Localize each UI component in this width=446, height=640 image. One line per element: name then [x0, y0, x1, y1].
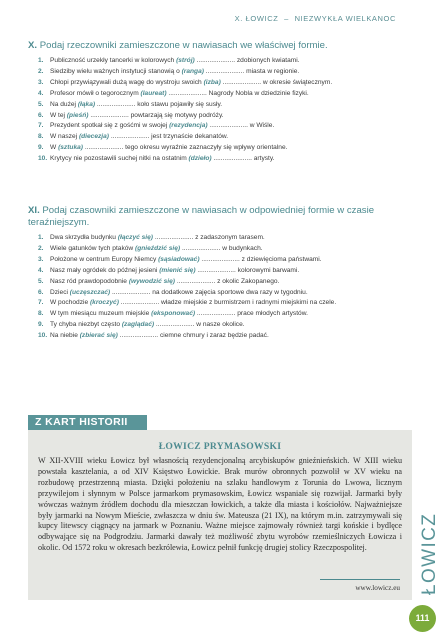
exercise-item [38, 244, 408, 255]
item-number: 2. [38, 244, 44, 252]
exercise-xi-label: XI. [28, 205, 40, 216]
header-separator: – [284, 14, 289, 23]
item-text-before: W tej [50, 111, 67, 119]
item-text-before: Siedziby wielu ważnych instytucji stanowią o [50, 67, 182, 75]
item-hint: (ranga) [181, 67, 204, 75]
item-text-before: Na dużej [50, 100, 78, 108]
item-text-before: Nasz ród prawdopodobnie [50, 277, 129, 285]
item-hint: (rezydencja) [169, 122, 208, 130]
exercise-item [38, 100, 408, 111]
item-text-after: ..................... jest trzynaście dekanatów. [109, 133, 229, 141]
url-divider [320, 579, 400, 580]
item-number: 2. [38, 67, 44, 75]
item-text-before: W [50, 144, 59, 152]
exercise-item [38, 154, 408, 165]
item-number: 9. [38, 144, 44, 152]
item-text-after: ..................... z zadaszonym tarasem. [153, 234, 265, 241]
exercise-item [38, 89, 408, 100]
item-number: 7. [38, 299, 44, 307]
exercise-item [38, 78, 408, 89]
history-text: W XII-XVIII wieku Łowicz był własnością rezydencjonalną arcybiskupów gnieźnieńskich. W XIII wieku powstała kasztelania, a od XIV Księstwo Łowickie. Brak murów obronnych pozwolił w XV wieku na rozbudowę przestrzenną miasta. Dzięki położeniu na szlaku handlowym z Torunia do Lwowa, licznym przywilejom i słynnym w Polsce jarmarkom prymasowskim, Łowicz wspaniale się rozwijał. Jarmarki były wówczas ważnym źródłem dochodu dla mieszczan łowickich, a także dla miasta i kościołów. Najważniejsze były jarmarki na Nowym Mieście, zwłaszcza w dniu św. Mateusza (21 IX), na którym m.in. zatrzymywali się kupcy litewscy ciągnący na jarmark w Poznaniu. Ważne miejsce zajmowały również targi końskie i bydlęce odbywające się na Podgrodziu. Jarmarki dawały też możliwość zbytu wyrobów rzemieślniczych Łowicza i okolic. Od 1572 roku w okresach bezkrólewia, Łowicz pełnił funkcję drugiej stolicy Rzeczpospolitej. [38, 456, 402, 553]
item-number: 10. [38, 155, 48, 163]
item-hint: (sztuka) [58, 144, 83, 152]
item-text-before: Prezydent spotkał się z gośćmi w swojej [50, 122, 170, 130]
item-hint: (kroczyć) [89, 299, 119, 307]
item-text-after: ..................... Nagrody Nobla w dziedzinie fizyki. [166, 89, 309, 97]
running-head [235, 14, 396, 23]
item-text-before: Położone w centrum Europy Niemcy [50, 255, 159, 263]
side-title-text: ŁOWICZ [419, 512, 440, 595]
item-hint: (wywodzić się) [128, 277, 175, 285]
item-text-after: ..................... miasta w regionie. [203, 67, 300, 75]
item-number: 7. [38, 122, 44, 130]
item-text-after: ..................... w nasze okolice. [154, 321, 245, 329]
exercise-x [28, 40, 408, 165]
item-hint: (eksponować) [151, 310, 196, 318]
exercise-item [38, 277, 408, 288]
item-text-before: Chłopi przywiązywali dużą wagę do wystroju swoich [50, 78, 204, 86]
exercise-item [38, 67, 408, 78]
item-number: 3. [38, 255, 44, 263]
exercise-item [38, 255, 408, 266]
item-number: 9. [38, 321, 44, 329]
item-text-before: Publiczność urzekły tancerki w kolorowych [50, 57, 177, 64]
chapter-code: X. ŁOWICZ [234, 14, 279, 23]
item-text-after: ..................... tego okresu wyraźnie zaznaczyły się wpływy orientalne. [82, 144, 288, 152]
exercise-xi [28, 205, 408, 342]
exercise-x-instruction [28, 40, 408, 52]
item-hint: (laureat) [140, 89, 167, 97]
item-text-after: ..................... władze miejskie z burmistrzem i radnymi miejskimi na czele. [118, 299, 337, 307]
item-text-after: ..................... z dziewięcioma państwami. [199, 255, 322, 263]
item-text-after: ..................... powtarzają się motywy podróży. [88, 111, 224, 119]
exercise-item [38, 233, 408, 244]
item-text-before: Ty chyba niezbyt często [50, 321, 122, 329]
item-hint: (sąsiadować) [158, 255, 200, 263]
exercise-xi-instruction [28, 205, 408, 229]
exercise-x-text: Podaj rzeczowniki zamieszczone w nawiasach we właściwej formie. [39, 40, 328, 51]
item-number: 5. [38, 100, 44, 108]
item-hint: (zbierać się) [79, 332, 118, 340]
exercise-item [38, 132, 408, 143]
item-hint: (pieśń) [66, 111, 89, 119]
item-text-before: Nasz mały ogródek do późnej jesieni [50, 266, 160, 274]
item-hint: (mienić się) [159, 266, 196, 274]
item-text-before: Dwa skrzydła budynku [50, 234, 118, 241]
item-text-before: Na niebie [50, 332, 80, 340]
exercise-item [38, 309, 408, 320]
exercise-item [38, 298, 408, 309]
item-number: 5. [38, 277, 44, 285]
item-text-after: ..................... ciemne chmury i zaraz będzie padać. [117, 332, 269, 340]
item-number: 8. [38, 133, 44, 141]
exercise-item [38, 121, 408, 132]
item-text-before: W naszej [50, 133, 79, 141]
history-title: ŁOWICZ PRYMASOWSKI [158, 441, 282, 452]
exercise-item [38, 288, 408, 299]
item-text-after: ..................... w Wiśle. [207, 122, 275, 130]
item-text-before: Dzieci [50, 288, 70, 296]
exercise-x-label: X. [28, 40, 38, 51]
exercise-item [38, 143, 408, 154]
item-number: 4. [38, 89, 44, 97]
item-hint: (łączyć się) [117, 234, 153, 241]
item-number: 1. [38, 234, 44, 241]
item-text-before: Wiele gatunków tych ptaków [50, 244, 136, 252]
item-text-after: ..................... w okresie świątecznym. [220, 78, 333, 86]
item-hint: (diecezja) [78, 133, 110, 141]
history-banner: Z KART HISTORII [28, 415, 147, 430]
item-text-after: ..................... z okolic Zakopanego. [174, 277, 280, 285]
source-url: www.lowicz.eu [355, 584, 400, 592]
item-hint: (izba) [203, 78, 221, 86]
item-number: 4. [38, 266, 44, 274]
item-number: 10. [38, 332, 48, 340]
item-number: 8. [38, 310, 44, 318]
item-text-before: Krytycy nie pozostawili suchej nitki na ostatnim [50, 155, 189, 163]
item-text-after: ..................... w budynkach. [180, 244, 263, 252]
item-hint: (dzieło) [188, 155, 212, 163]
item-text-before: W pochodzie [50, 299, 90, 307]
exercise-item [38, 56, 408, 67]
chapter-title: NIEZWYKŁA WIELKANOC [294, 14, 396, 23]
item-text-after: ..................... artysty. [211, 155, 275, 163]
exercise-x-list [28, 56, 408, 165]
item-text-after: ..................... kolorowymi barwami. [195, 266, 300, 274]
exercise-item [38, 266, 408, 277]
exercise-item [38, 320, 408, 331]
item-hint: (uczęszczać) [69, 288, 111, 296]
page-number-badge: 111 [409, 605, 436, 632]
item-number: 6. [38, 288, 44, 296]
exercise-item [38, 331, 408, 342]
item-number: 1. [38, 57, 44, 64]
item-hint: (gnieździć się) [135, 244, 181, 252]
item-hint: (zaglądać) [121, 321, 155, 329]
item-hint: (łąka) [77, 100, 96, 108]
exercise-item [38, 111, 408, 122]
item-number: 3. [38, 78, 44, 86]
item-text-after: ..................... zdobionych kwiatami. [194, 57, 300, 64]
item-text-after: ..................... koło stawu pojawiły się susły. [95, 100, 223, 108]
exercise-xi-list [28, 233, 408, 342]
item-hint: (strój) [176, 57, 195, 64]
item-text-before: W tym miesiącu muzeum miejskie [50, 310, 152, 318]
item-text-after: ..................... na dodatkowe zajęcia sportowe dwa razy w tygodniu. [110, 288, 308, 296]
item-number: 6. [38, 111, 44, 119]
item-text-after: ..................... prace młodych artystów. [195, 310, 308, 318]
item-text-before: Profesor mówił o tegorocznym [50, 89, 141, 97]
history-box [28, 430, 412, 600]
exercise-xi-text: Podaj czasowniki zamieszczone w nawiasach w odpowiedniej formie w czasie teraźniejszym. [28, 205, 375, 228]
